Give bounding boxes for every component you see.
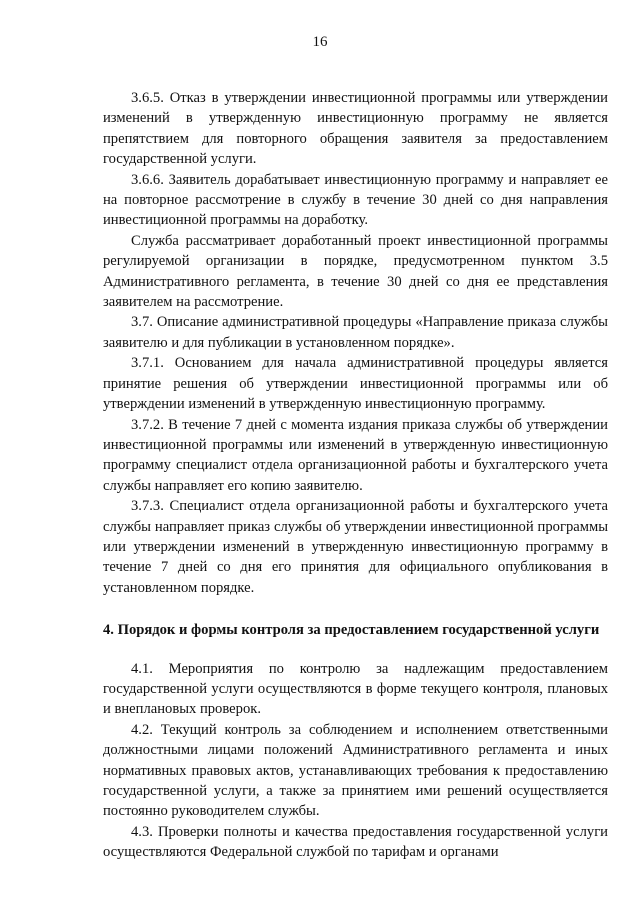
paragraph-service-review: Служба рассматривает доработанный проект инвестиционной программы регулируемой организации в порядке, предусмотренном пунктом 3.5 Административного регламента, в течение 30 дней со дня ее представления заявителем на рассмотрение. [103,232,608,311]
paragraph-4-3: 4.3. Проверки полноты и качества предоставления государственной услуги осуществляются Федеральной службой по тарифам и органами [103,823,608,861]
paragraph-3-7-1: 3.7.1. Основанием для начала административной процедуры является принятие решения об утверждении инвестиционной программы или об утверждении изменений в утвержденную инвестиционную программу. [103,355,608,413]
paragraph-4-2: 4.2. Текущий контроль за соблюдением и исполнением ответственными должностными лицами положений Административного регламента и иных нормативных правовых актов, устанавливающих требования к предоставлению государственной услуги, а также за принятием ими решений осуществляется постоянно руководителем службы. [103,721,608,820]
section-heading-4: 4. Порядок и формы контроля за предоставлением государственной услуги [103,622,600,639]
paragraph-3-6-6: 3.6.6. Заявитель дорабатывает инвестиционную программу и направляет ее на повторное рассмотрение в службу в течение 30 дней со дня направления инвестиционной программы на доработку. [103,171,608,229]
paragraph-3-7-3: 3.7.3. Специалист отдела организационной работы и бухгалтерского учета службы направляет приказ службы об утверждении инвестиционной программы или утверждении изменений в утвержденную инвестиционную программу в течение 7 дней со дня его принятия для официального опубликования в установленном порядке. [103,498,608,596]
paragraph-3-7-2: 3.7.2. В течение 7 дней с момента издания приказа службы об утверждении инвестиционной программы или изменений в утвержденную инвестиционную программу специалист отдела организационной работы и бухгалтерского учета службы направляет его копию заявителю. [103,416,608,494]
page-number: 16 [312,34,328,50]
paragraph-4-1: 4.1. Мероприятия по контролю за надлежащим предоставлением государственной услуги осуществляются в форме текущего контроля, плановых и внеплановых проверок. [103,660,608,718]
document-body [103,88,608,863]
paragraph-3-7: 3.7. Описание административной процедуры «Направление приказа службы заявителю и для публикации в установленном порядке». [103,314,608,351]
paragraph-3-6-5: 3.6.5. Отказ в утверждении инвестиционной программы или утверждении изменений в утвержденную инвестиционную программу не является препятствием для повторного обращения заявителя за предоставлением государственной услуги. [103,90,608,168]
